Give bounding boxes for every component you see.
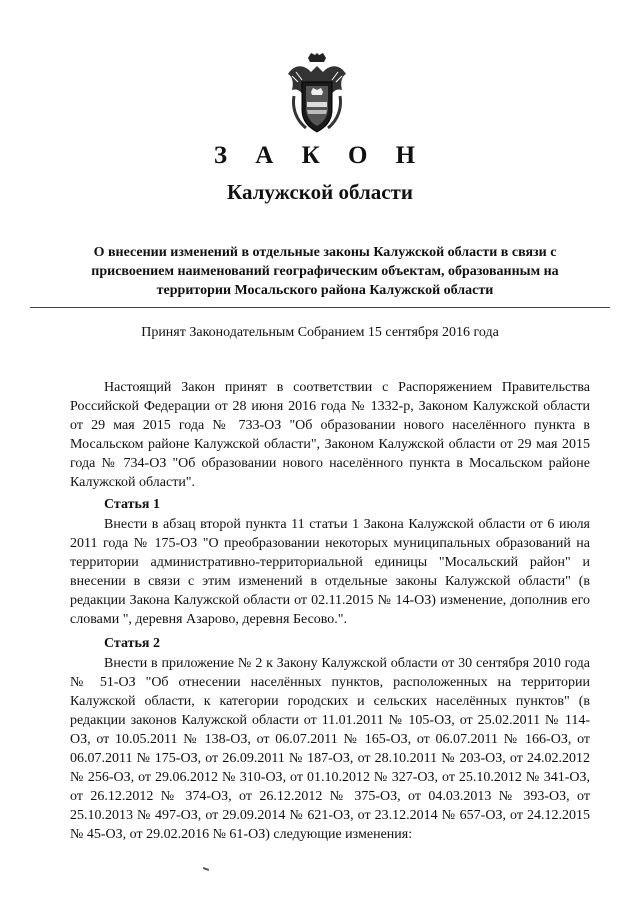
adoption-date: Принят Законодательным Собранием 15 сентября 2016 года: [141, 325, 499, 340]
document-title: З А К О Н: [213, 142, 427, 169]
intro-paragraph: Настоящий Закон принят в соответствии с Распоряжением Правительства Российской Федерации от 28 июня 2016 года № 1332-р, Законом Калужской области от 29 мая 2015 года № 733-ОЗ "Об образовании нового населённого пункта в Мосальском районе Калужской области", Законом Калужской области от 29 мая 2015 года № 734-ОЗ "Об образовании нового населённого пункта в Мосальском районе Калужской области".: [70, 380, 590, 490]
law-name: О внесении изменений в отдельные законы Калужской области в связи с присвоением наименований географическим объектам, образованным на территории Мосальского района Калужской области: [91, 245, 559, 298]
article-2-heading: Статья 2: [104, 636, 160, 651]
scan-mark: [203, 867, 209, 871]
article-2-text: Внести в приложение № 2 к Закону Калужской области от 30 сентября 2010 года № 51-ОЗ "Об отнесении населённых пунктов, расположенных на территории Калужской области, к категории городских и сельских населённых пунктов" (в редакции законов Калужской области от 11.01.2011 № 105-ОЗ, от 25.02.2011 № 114-ОЗ, от 10.05.2011 № 138-ОЗ, от 06.07.2011 № 165-ОЗ, от 06.07.2011 № 166-ОЗ, от 06.07.2011 № 175-ОЗ, от 26.09.2011 № 187-ОЗ, от 28.10.2011 № 203-ОЗ, от 24.02.2012 № 256-ОЗ, от 29.06.2012 № 310-ОЗ, от 01.10.2012 № 327-ОЗ, от 25.10.2012 № 341-ОЗ, от 26.12.2012 № 374-ОЗ, от 26.12.2012 № 375-ОЗ, от 04.03.2013 № 393-ОЗ, от 25.10.2013 № 497-ОЗ, от 29.09.2014 № 621-ОЗ, от 23.12.2014 № 657-ОЗ, от 24.12.2015 № 45-ОЗ, от 29.02.2016 № 61-ОЗ) следующие изменения:: [70, 656, 590, 842]
article-1-heading: Статья 1: [104, 497, 160, 512]
article-1-text: Внести в абзац второй пункта 11 статьи 1 Закона Калужской области от 6 июля 2011 года № 175-ОЗ "О преобразовании некоторых муниципальных образований на территории административно-территориальной единицы "Мосальский район" и внесении в связи с этим изменений в отдельные законы Калужской области" (в редакции Закона Калужской области от 02.11.2015 № 14-ОЗ) изменение, дополнив его словами ", деревня Азарово, деревня Бесово.".: [70, 517, 590, 627]
divider-line: [30, 307, 610, 308]
coat-of-arms-emblem-icon: [284, 52, 350, 136]
document-subtitle: Калужской области: [227, 180, 413, 204]
